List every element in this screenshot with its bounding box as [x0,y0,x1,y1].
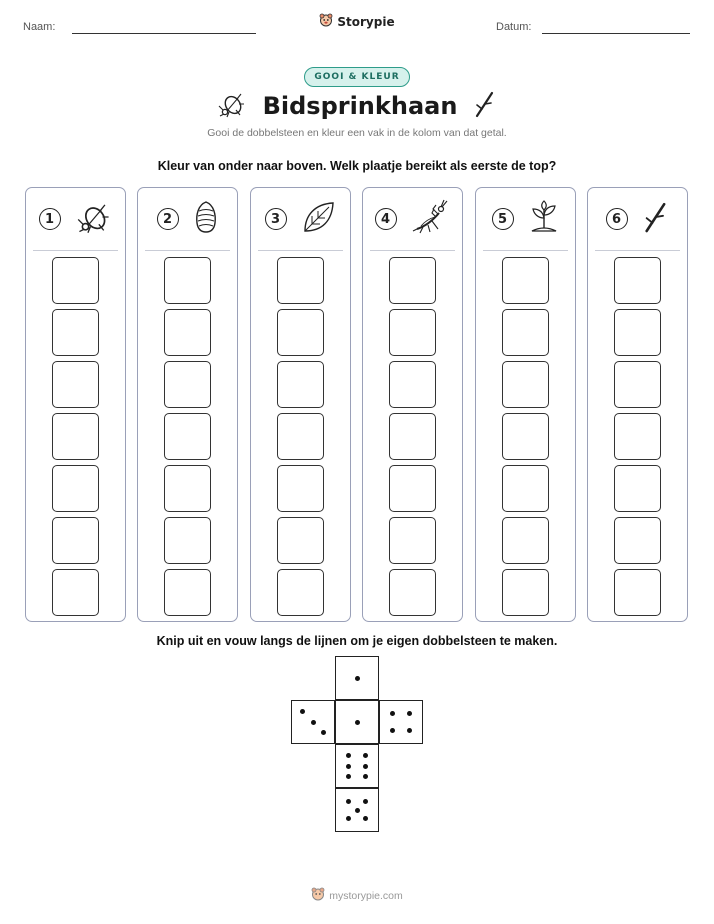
page-title: Bidsprinkhaan [262,92,458,120]
color-box[interactable] [164,465,211,512]
column-number: 3 [265,208,287,230]
dice-pip [363,764,368,769]
color-box[interactable] [389,569,436,616]
date-line[interactable] [542,33,690,34]
color-box[interactable] [277,309,324,356]
color-box[interactable] [164,309,211,356]
column-number: 2 [157,208,179,230]
dice-pip [346,753,351,758]
column-number: 4 [375,208,397,230]
color-box[interactable] [277,361,324,408]
title-row [0,90,714,122]
leaf-icon [301,199,337,239]
dice-face-4 [379,700,423,744]
twig-icon [642,199,670,239]
dice-column-5 [475,187,576,622]
column-header [588,188,687,250]
color-box[interactable] [164,413,211,460]
beetle-icon [75,200,113,238]
storypie-mascot-icon [311,886,325,905]
footer [0,886,714,905]
name-line[interactable] [72,33,256,34]
color-box[interactable] [277,413,324,460]
column-number: 5 [492,208,514,230]
color-box[interactable] [52,257,99,304]
dice-column-3 [250,187,351,622]
dice-column-1 [25,187,126,622]
column-header [476,188,575,250]
dice-pip [321,730,326,735]
color-box[interactable] [277,465,324,512]
dice-pip [300,709,305,714]
color-box[interactable] [389,465,436,512]
column-divider [370,250,455,251]
dice-pip [407,711,412,716]
color-box[interactable] [389,309,436,356]
dice-pip [355,676,360,681]
color-box[interactable] [389,361,436,408]
dice-pip [363,774,368,779]
column-divider [145,250,230,251]
color-box[interactable] [164,517,211,564]
color-box[interactable] [52,413,99,460]
color-box[interactable] [52,465,99,512]
color-box[interactable] [164,257,211,304]
color-box[interactable] [277,569,324,616]
color-box[interactable] [52,361,99,408]
color-box[interactable] [52,309,99,356]
color-box[interactable] [277,257,324,304]
color-box[interactable] [614,517,661,564]
color-box[interactable] [502,517,549,564]
column-number: 6 [606,208,628,230]
dice-pip [346,764,351,769]
dice-pip [407,728,412,733]
color-box[interactable] [614,309,661,356]
column-divider [258,250,343,251]
dice-face-1 [335,700,379,744]
dice-column-4 [362,187,463,622]
color-box[interactable] [502,361,549,408]
dice-pip [363,816,368,821]
date-label: Datum: [496,21,532,33]
color-box[interactable] [52,569,99,616]
color-box[interactable] [502,465,549,512]
color-box[interactable] [164,569,211,616]
column-header [138,188,237,250]
color-box[interactable] [502,413,549,460]
dice-pip [363,799,368,804]
column-header [251,188,350,250]
column-divider [483,250,568,251]
dice-face-3 [291,700,335,744]
color-box[interactable] [164,361,211,408]
dice-face-6 [335,744,379,788]
dice-pip [355,808,360,813]
color-box[interactable] [52,517,99,564]
dice-pip [363,753,368,758]
egg-case-icon [193,199,219,239]
footer-url[interactable]: mystorypie.com [329,889,403,902]
subtitle: Gooi de dobbelsteen en kleur een vak in de kolom van dat getal. [207,127,507,139]
color-box[interactable] [614,257,661,304]
column-header [26,188,125,250]
brand-name: Storypie [337,14,395,29]
dice-instruction: Knip uit en vouw langs de lijnen om je eigen dobbelsteen te maken. [156,634,558,648]
storypie-mascot-icon [319,12,333,31]
dice-pip [390,711,395,716]
dice-pip [390,728,395,733]
column-number: 1 [39,208,61,230]
color-box[interactable] [389,257,436,304]
dice-pip [346,774,351,779]
dice-pip [355,720,360,725]
dice-pip [346,816,351,821]
mantis-icon [411,199,451,239]
dice-pip [346,799,351,804]
instruction-text: Kleur van onder naar boven. Welk plaatje bereikt als eerste de top? [157,159,557,173]
color-box[interactable] [502,569,549,616]
column-divider [33,250,118,251]
color-box[interactable] [614,465,661,512]
name-label: Naam: [23,21,56,33]
color-box[interactable] [614,413,661,460]
color-box[interactable] [389,413,436,460]
color-box[interactable] [614,569,661,616]
twig-icon [473,90,497,122]
brand-logo [0,12,714,31]
color-box[interactable] [389,517,436,564]
color-box[interactable] [614,361,661,408]
dice-face-5 [335,788,379,832]
color-box[interactable] [502,309,549,356]
color-box[interactable] [277,517,324,564]
dice-column-6 [587,187,688,622]
column-header [363,188,462,250]
activity-badge: GOOI & KLEUR [0,67,714,87]
sprout-icon [528,199,560,239]
color-box[interactable] [502,257,549,304]
dice-pip [311,720,316,725]
beetle-icon [217,90,247,122]
column-divider [595,250,680,251]
dice-column-2 [137,187,238,622]
dice-face-1 [335,656,379,700]
